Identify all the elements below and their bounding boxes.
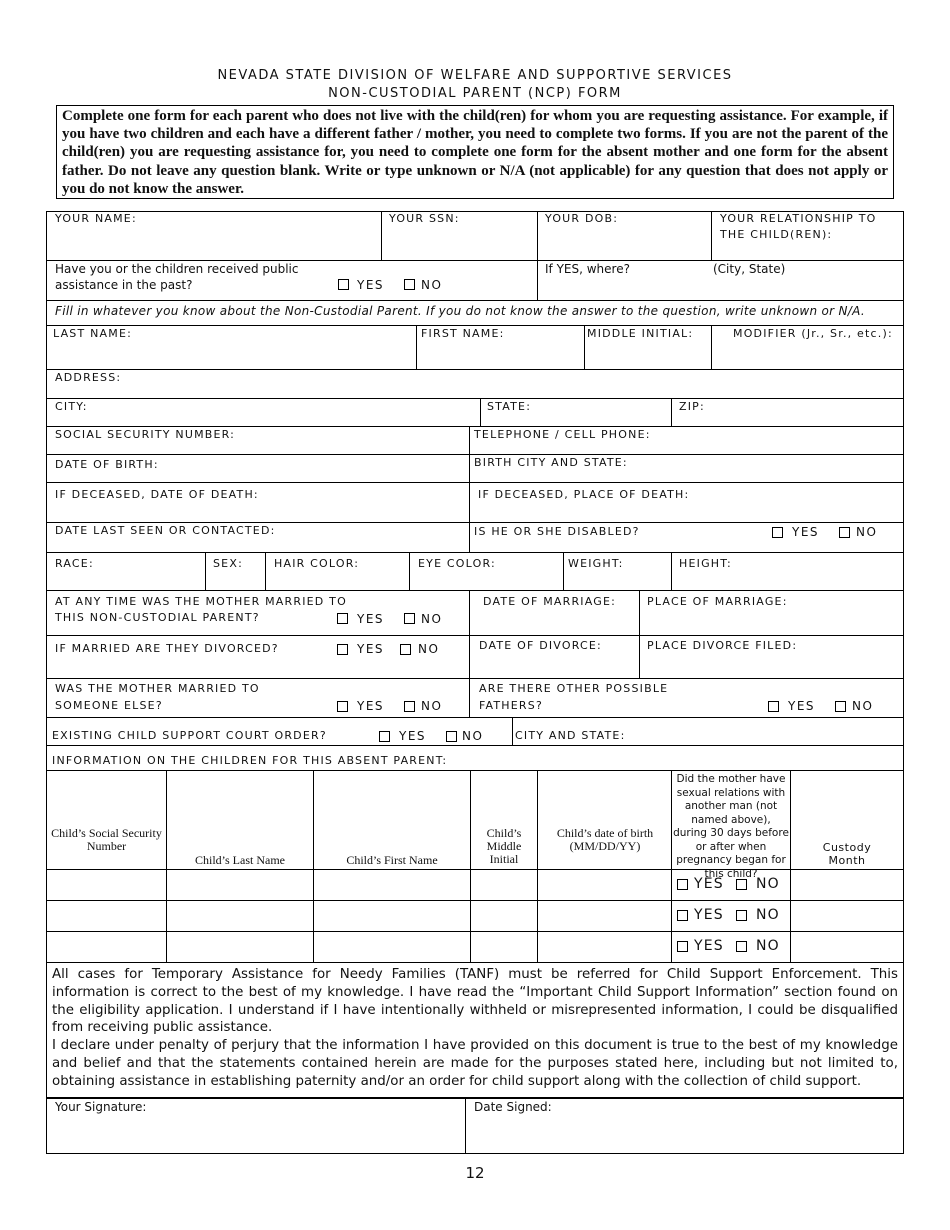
child1-yes-checkbox[interactable] [677,879,688,890]
child3-no-checkbox[interactable] [736,941,747,952]
ncp-zip-label: ZIP: [679,400,705,413]
child2-no-label: NO [756,907,780,923]
your-relationship-label: YOUR RELATIONSHIP TO THE CHILD(REN): [720,212,877,241]
your-name-label: YOUR NAME: [55,212,137,225]
mother-else-no-checkbox[interactable] [404,701,415,712]
assistance-no-label: NO [421,278,443,292]
divorced-yes-checkbox[interactable] [337,644,348,655]
ncp-city-field[interactable] [46,398,481,427]
ncp-hair-label: HAIR COLOR: [274,557,360,570]
intro-instructions: Complete one form for each parent who does not live with the child(ren) for whom you are requesting assistance. For example, if you have two children and each have a different father / mother, you need to complete two forms. If you are not the parent of the child(ren) you are requesting assistance for, you need to complete one form for the absent mother and one form for the absent father. Do not leave any question blank. Write or type unknown or N/A (not applicable) for any question that does not apply or you do not know the answer. [56,105,894,199]
ncp-last-name-label: LAST NAME: [53,327,133,340]
ncp-address-label: ADDRESS: [55,371,122,384]
ncp-weight-label: WEIGHT: [568,557,624,570]
ncp-zip-field[interactable] [671,398,904,427]
divorce-date-label: DATE OF DIVORCE: [479,639,602,652]
child1-last-input[interactable] [166,869,314,901]
ncp-instruction: Fill in whatever you know about the Non-Custodial Parent. If you do not know the answer to the question, write unknown or N/A. [55,304,865,318]
assistance-no-checkbox[interactable] [404,279,415,290]
assistance-yes-checkbox[interactable] [338,279,349,290]
child1-ssn-input[interactable] [46,869,167,901]
court-order-no-checkbox[interactable] [446,731,457,742]
divorced-no-label: NO [418,642,440,656]
other-fathers-line1: ARE THERE OTHER POSSIBLE [479,682,669,695]
child2-first-input[interactable] [313,900,471,932]
divorced-no-checkbox[interactable] [400,644,411,655]
divorced-yes-label: YES [357,642,385,656]
disabled-no-label: NO [856,525,878,539]
child3-custody-input[interactable] [790,931,904,963]
header-child-dob [537,770,672,870]
date-signed-label: Date Signed: [474,1100,552,1114]
header-child-last-text: Child’s Last Name [195,853,285,867]
form-title: NON-CUSTODIAL PARENT (NCP) FORM [328,86,622,101]
mother-married-else-line1: WAS THE MOTHER MARRIED TO [55,682,260,695]
court-order-label: EXISTING CHILD SUPPORT COURT ORDER? [52,729,327,742]
ncp-dob-label: DATE OF BIRTH: [55,458,159,471]
header-relations-text: Did the mother have sexual relations with another man (not named above), during 30 days before or after when pregnancy began for this child? [673,773,789,880]
child1-no-checkbox[interactable] [736,879,747,890]
other-fathers-no-checkbox[interactable] [835,701,846,712]
child1-middle-input[interactable] [470,869,538,901]
child2-last-input[interactable] [166,900,314,932]
divorce-place-label: PLACE DIVORCE FILED: [647,639,798,652]
signature-label: Your Signature: [55,1100,147,1114]
ncp-race-label: RACE: [55,557,94,570]
disabled-yes-checkbox[interactable] [772,527,783,538]
mother-else-yes-checkbox[interactable] [337,701,348,712]
child2-no-checkbox[interactable] [736,910,747,921]
married-yes-checkbox[interactable] [337,613,348,624]
ncp-ssn-label: SOCIAL SECURITY NUMBER: [55,428,236,441]
court-order-yes-checkbox[interactable] [379,731,390,742]
child1-dob-input[interactable] [537,869,672,901]
ncp-sex-label: SEX: [213,557,243,570]
child2-ssn-input[interactable] [46,900,167,932]
ncp-phone-label: TELEPHONE / CELL PHONE: [474,428,651,441]
court-order-no-label: NO [462,729,484,743]
court-city-state-label: CITY AND STATE: [515,729,626,742]
children-section-title: INFORMATION ON THE CHILDREN FOR THIS ABSENT PARENT: [52,754,448,767]
agency-title: NEVADA STATE DIVISION OF WELFARE AND SUPPORTIVE SERVICES [217,68,733,83]
child3-yes-checkbox[interactable] [677,941,688,952]
other-fathers-yes-checkbox[interactable] [768,701,779,712]
assistance-city-state-label: (City, State) [713,262,786,276]
ncp-middle-initial-label: MIDDLE INITIAL: [587,327,694,340]
ncp-death-place-label: IF DECEASED, PLACE OF DEATH: [478,488,690,501]
child2-dob-input[interactable] [537,900,672,932]
other-fathers-no-label: NO [852,699,874,713]
marriage-date-label: DATE OF MARRIAGE: [483,595,617,608]
child3-dob-input[interactable] [537,931,672,963]
mother-married-else-line2: SOMEONE ELSE? [55,699,163,712]
ncp-first-name-label: FIRST NAME: [421,327,505,340]
married-no-checkbox[interactable] [404,613,415,624]
married-question-line2: THIS NON-CUSTODIAL PARENT? [55,611,260,624]
your-ssn-label: YOUR SSN: [389,212,460,225]
child1-no-label: NO [756,876,780,892]
ncp-eye-label: EYE COLOR: [418,557,496,570]
marriage-place-label: PLACE OF MARRIAGE: [647,595,788,608]
header-child-ssn [46,770,167,870]
child3-no-label: NO [756,938,780,954]
child2-middle-input[interactable] [470,900,538,932]
divorced-question-label: IF MARRIED ARE THEY DIVORCED? [55,642,279,655]
assistance-question-line1: Have you or the children received public [55,262,299,276]
declaration-paragraph-1: All cases for Temporary Assistance for Needy Families (TANF) must be referred for Child Support Enforcement. This information is correct to the best of my knowledge. I have read the “Important Child Support Information” section found on the eligibility application. I understand if I have intentionally withheld or misrepresented information, I could be disqualified from receiving public assistance. [52,967,898,1036]
child3-ssn-input[interactable] [46,931,167,963]
court-order-yes-label: YES [399,729,427,743]
married-question-line1: AT ANY TIME WAS THE MOTHER MARRIED TO [55,595,347,608]
ncp-birth-city-label: BIRTH CITY AND STATE: [474,456,628,469]
other-fathers-line2: FATHERS? [479,699,543,712]
child1-yes-label: YES [694,876,724,892]
child2-custody-input[interactable] [790,900,904,932]
ncp-height-label: HEIGHT: [679,557,732,570]
ncp-disabled-label: IS HE OR SHE DISABLED? [474,525,640,538]
header-child-ssn-text: Child’s Social Security Number [51,826,162,853]
mother-else-no-label: NO [421,699,443,713]
assistance-yes-label: YES [357,278,385,292]
assistance-question-line2: assistance in the past? [55,278,193,292]
page-number: 12 [465,1164,485,1182]
child2-yes-checkbox[interactable] [677,910,688,921]
header-child-dob-text: Child’s date of birth (MM/DD/YY) [556,826,654,853]
child3-first-input[interactable] [313,931,471,963]
married-no-label: NO [421,612,443,626]
child1-first-input[interactable] [313,869,471,901]
disabled-yes-label: YES [792,525,820,539]
other-fathers-yes-label: YES [788,699,816,713]
child3-last-input[interactable] [166,931,314,963]
header-child-middle-text: Child’s Middle Initial [486,826,522,866]
married-yes-label: YES [357,612,385,626]
ncp-last-seen-label: DATE LAST SEEN OR CONTACTED: [55,524,276,537]
declaration-text [52,966,898,1091]
your-dob-label: YOUR DOB: [545,212,619,225]
child2-yes-label: YES [694,907,724,923]
mother-else-yes-label: YES [357,699,385,713]
assistance-where-label: If YES, where? [545,262,630,276]
ncp-modifier-label: MODIFIER (Jr., Sr., etc.): [733,327,893,340]
header-child-first-text: Child’s First Name [346,853,438,867]
child3-middle-input[interactable] [470,931,538,963]
ncp-address-field[interactable] [46,369,904,399]
child1-custody-input[interactable] [790,869,904,901]
ncp-death-date-label: IF DECEASED, DATE OF DEATH: [55,488,259,501]
declaration-paragraph-2: I declare under penalty of perjury that the information I have provided on this document is true to the best of my knowledge and belief and that the statements contained herein are made for the purposes stated here, including but not limited to, obtaining assistance in establishing paternity and/or an order for child support along with the collection of child support. [52,1038,898,1089]
header-custody-text: Custody Month [822,841,872,867]
child3-yes-label: YES [694,938,724,954]
ncp-state-label: STATE: [487,400,532,413]
disabled-no-checkbox[interactable] [839,527,850,538]
ncp-city-label: CITY: [55,400,88,413]
